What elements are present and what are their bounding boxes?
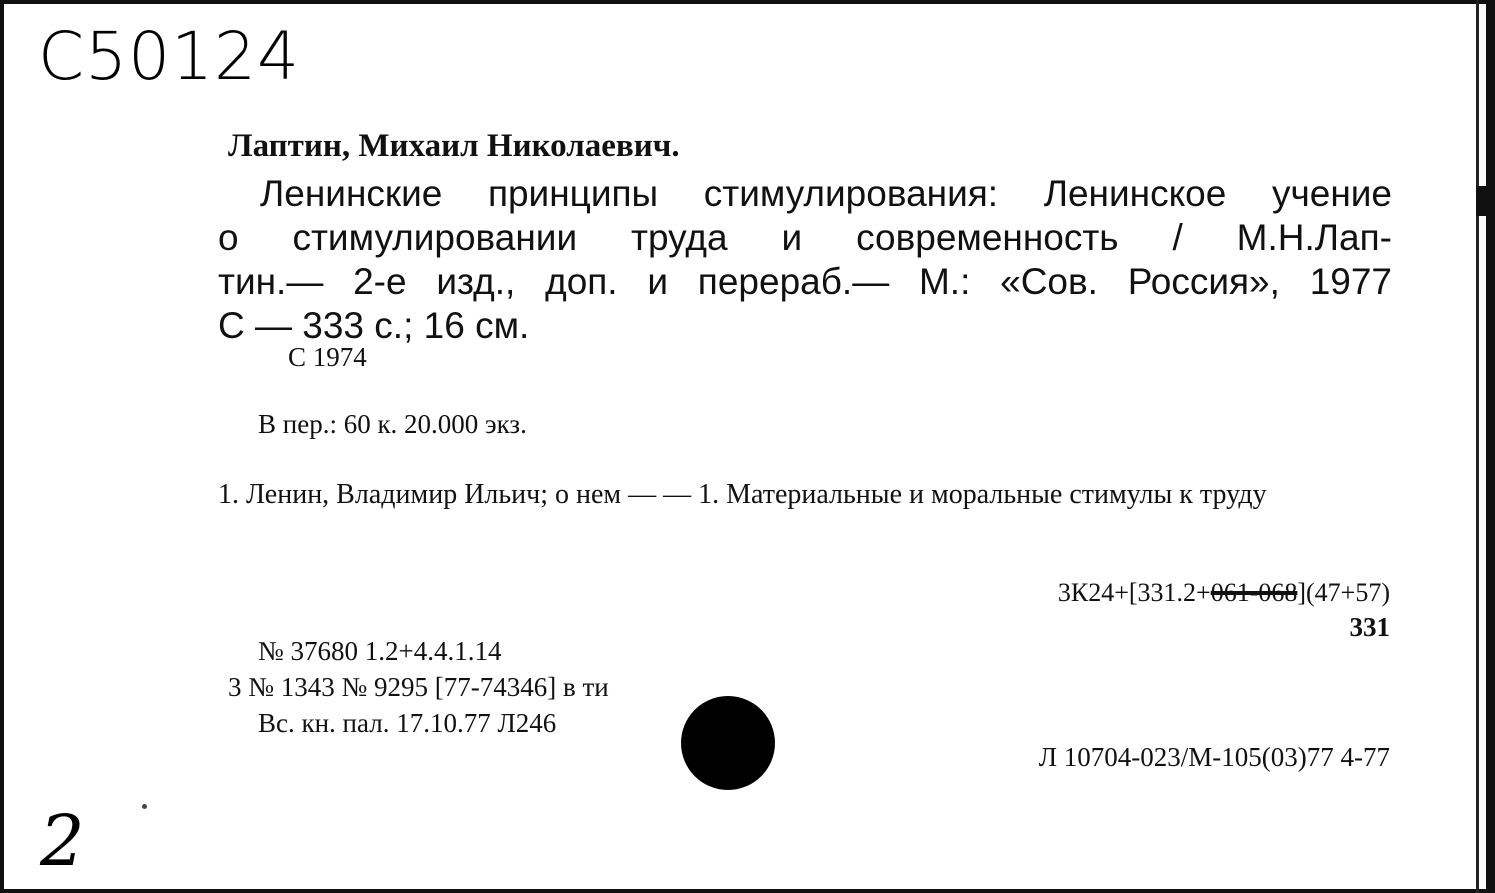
corner-handwritten-mark: 2 — [40, 800, 85, 882]
corner-dot — [142, 804, 147, 809]
accession-line: № 37680 1.2+4.4.1.14 — [258, 636, 502, 666]
price-print-run: В пер.: 60 к. 20.000 экз. — [258, 409, 527, 439]
classification-struck-part: 061-068 — [1210, 578, 1298, 607]
card-edge-bottom — [0, 889, 1495, 893]
description-line: тин.— 2-е изд., доп. и перераб.— М.: «Сов. Россия», 1977 — [218, 261, 1392, 302]
classification-part: ](47+57) — [1297, 578, 1390, 607]
accession-line: 3 № 1343 № 9295 [77-74346] в ти — [228, 672, 609, 702]
subject-headings: 1. Ленин, Владимир Ильич; о нем — — 1. Материальные и моральные стимулы к труду — [218, 479, 1267, 510]
classification-part: 3К24+[331.2+ — [1057, 578, 1211, 607]
l-code: Л 10704-023/М-105(03)77 4-77 — [1038, 742, 1390, 772]
copyright-note: С 1974 — [288, 342, 367, 372]
bibliographic-description — [218, 172, 1392, 348]
card-edge-notch — [1476, 186, 1486, 216]
author-heading: Лаптин, Михаил Николаевич. — [228, 128, 680, 164]
description-line: о стимулировании труда и современность / М.Н.Лап- — [218, 217, 1392, 258]
accession-line: Вс. кн. пал. 17.10.77 Л246 — [258, 708, 557, 738]
description-line: Ленинские принципы стимулирования: Ленинское учение — [260, 173, 1392, 214]
shelf-mark: С50124 — [38, 18, 301, 95]
description-line: С — 333 с.; 16 см. — [218, 305, 530, 346]
card-edge-top — [0, 0, 1495, 4]
card-edge-right — [1486, 0, 1495, 893]
punch-hole — [681, 696, 775, 790]
classification-index — [1058, 578, 1390, 608]
card-edge-right-inner — [1476, 0, 1479, 893]
udc-index: 331 — [1349, 612, 1390, 642]
card-edge-left — [0, 0, 4, 893]
